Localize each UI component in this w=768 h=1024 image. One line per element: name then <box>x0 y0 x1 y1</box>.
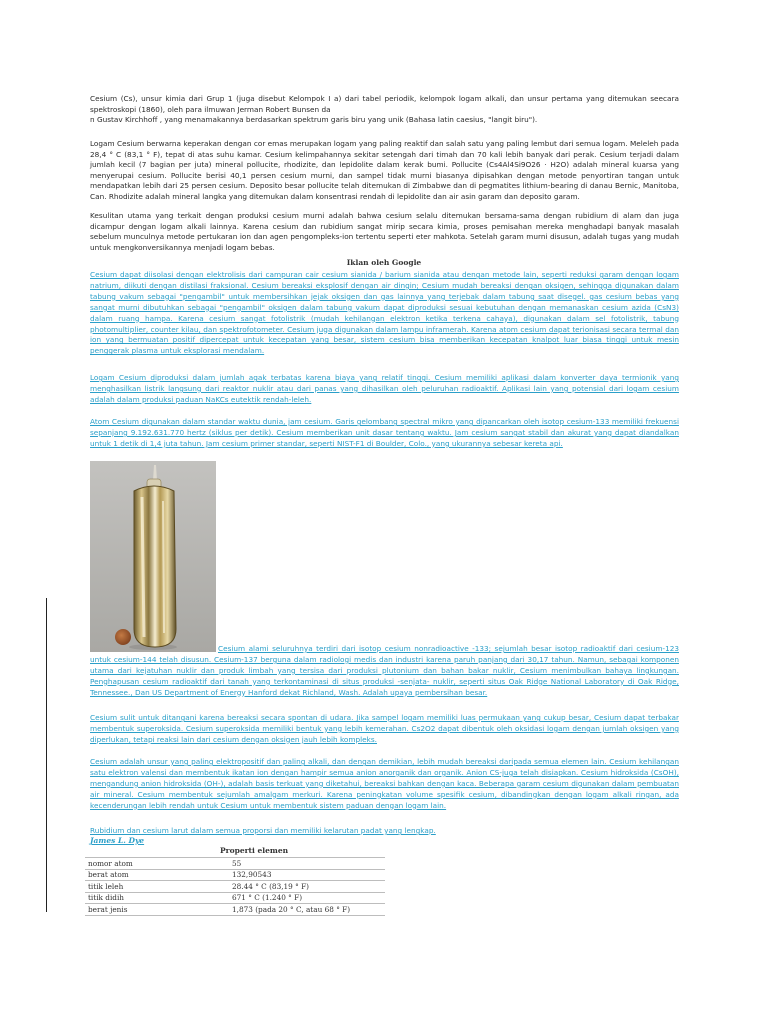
paragraph-production: Kesulitan utama yang terkait dengan produksi cesium murni adalah bahwa cesium selalu ditemukan bersama-sama dengan rubidium di alam dan juga dicampur dengan logam alkali lainnya. Karena cesium dan rubidium sangat mirip secara kimia, proses pemisahan mereka menghadapi banyak masalah sebelum munculnya metode pertukaran ion dan agen pengompleks-ion tertentu seperti eter mahkota. Setelah garam murni disusun, adalah tugas yang mudah untuk mengkonversikannya menjadi logam bebas. <box>90 211 679 252</box>
ad-heading: Iklan oleh Google <box>346 258 422 267</box>
property-label: titik didih <box>85 892 229 904</box>
table-row <box>85 869 385 881</box>
link-paragraph-electropositive[interactable]: Cesium adalah unsur yang paling elektropositif dan paling alkali, dan dengan demikian, lebih mudah bereaksi daripada semua elemen lain. Cesium kehilangan satu elektron valensi dan membentuk ikatan ion dengan hampir semua anion anorganik dan organik. Anion CS-juga telah disiapkan. Cesium hidroksida (CsOH), mengandung anion hidroksida (OH-), adalah basis terkuat yang diketahui, bereaksi bahkan dengan kaca. Beberapa garam cesium digunakan dalam pembuatan air mineral. Cesium membentuk sejumlah amalgam merkuri. Karena peningkatan volume spesifik cesium, dibandingkan dengan logam alkali ringan, ada kecenderungan lebih rendah untuk Cesium untuk membentuk sistem paduan dengan logam lain. <box>90 757 679 810</box>
link-paragraph-oxidation[interactable]: Cesium sulit untuk ditangani karena bereaksi secara spontan di udara. Jika sampel logam memiliki luas permukaan yang cukup besar, Cesium dapat terbakar membentuk superoksida. Cesium superoksida memiliki bentuk yang lebih kemerahan. Cs2O2 dapat dibentuk oleh oksidasi logam dengan jumlah oksigen yang diperlukan, tetapi reaksi lain dari cesium dengan oksigen jauh lebih kompleks. <box>90 713 679 744</box>
property-value: 55 <box>229 858 385 870</box>
table-row <box>85 892 385 904</box>
intro-paragraph <box>90 94 679 126</box>
property-value: 1,873 (pada 20 ° C, atau 68 ° F) <box>229 904 385 916</box>
cesium-ampoule-photo <box>90 461 216 652</box>
link-paragraph-atomic-clock[interactable]: Atom Cesium digunakan dalam standar waktu dunia, jam cesium. Garis gelombang spectral mikro yang dipancarkan oleh isotop cesium-133 memiliki frekuensi sepanjang 9.192.631.770 hertz (siklus per detik). Cesium memberikan unit dasar tentang waktu. Jam cesium sangat stabil dan akurat yang dapat diandalkan untuk 1 detik di 1,4 juta tahun. Jam cesium primer standar, seperti NIST-F1 di Boulder, Colo., yang ukurannya sebesar kereta api. <box>90 417 679 448</box>
intro-line-2: n Gustav Kirchhoff , yang menamakannya berdasarkan spektrum garis biru yang unik (Bahasa latin caesius, "langit biru"). <box>90 115 538 125</box>
property-label: nomor atom <box>85 858 229 870</box>
property-value: 132,90543 <box>229 869 385 881</box>
link-paragraph-rubidium[interactable]: Rubidium dan cesium larut dalam semua proporsi dan memiliki kelarutan padat yang lengkap. <box>90 826 436 835</box>
property-label: berat jenis <box>85 904 229 916</box>
properties-table <box>85 857 385 916</box>
left-margin-rule <box>46 598 47 912</box>
cesium-ampoule-image <box>90 461 216 652</box>
property-label: titik leleh <box>85 881 229 893</box>
link-paragraph-isolation[interactable]: Cesium dapat diisolasi dengan elektrolisis dari campuran cair cesium sianida / barium sianida atau dengan metode lain, seperti reduksi garam dengan logam natrium, diikuti dengan distilasi fraksional. Cesium bereaksi eksplosif dengan air dingin; Cesium mudah bereaksi dengan oksigen, sehingga digunakan dalam tabung vakum sebagai "pengambil" untuk membersihkan jejak oksigen dan gas lainnya yang terjebak dalam tabung saat disegel. gas cesium bebas yang sangat murni dibutuhkan sebagai "pengambil" oksigen dalam tabung vakum dapat diproduksi sesuai kebutuhan dengan memanaskan cesium azida (CsN3) dalam ruang hampa. Karena cesium sangat fotolistrik (mudah kehilangan elektron ketika terkena cahaya), digunakan dalam sel fotolistrik, tabung photomultiplier, counter kilau, dan spektrofotometer. Cesium juga digunakan dalam lampu inframerah. Karena atom cesium dapat terionisasi secara termal dan ion yang bermuatan positif dipercepat untuk kecepatan yang besar, sistem cesium bisa memberikan kecepatan knalpot luar biasa tinggi untuk mesin penggerak plasma untuk eksplorasi mendalam. <box>90 270 679 356</box>
table-row <box>85 858 385 870</box>
paragraph-properties: Logam Cesium berwarna keperakan dengan cor emas merupakan logam yang paling reaktif dan salah satu yang paling lembut dari semua logam. Meleleh pada 28,4 ° C (83,1 ° F), tepat di atas suhu kamar. Cesium kelimpahannya sekitar setengah dari timah dan 70 kali lebih banyak dari perak. Cesium terjadi dalam jumlah kecil (7 bagian per juta) mineral pollucite, rhodizite, dan lepidolite dalam kerak bumi. Pollucite (Cs4Al4Si9O26 · H2O) adalah mineral kuarsa yang menyerupai cesium. Pollucite berisi 40,1 persen cesium murni, dan sampel tidak murni biasanya dipisahkan dengan metode penyortiran tangan untuk mendapatkan lebih dari 25 persen cesium. Deposito besar pollucite telah ditemukan di Zimbabwe dan di pegmatites lithium-bearing di danau Bernic, Manitoba, Can. Rhodizite adalah mineral langka yang ditemukan dalam konsentrasi rendah di lepidolite dan air asin garam dan deposito garam. <box>90 139 679 201</box>
intro-line-1: Cesium (Cs), unsur kimia dari Grup 1 (juga disebut Kelompok I a) dari tabel periodik, kelompok logam alkali, dan unsur pertama yang ditemukan seecara spektroskopi (1860), oleh para ilmuwan Jerman Robert Bunsen da <box>90 94 679 114</box>
link-paragraph-isotopes[interactable]: Cesium alami seluruhnya terdiri dari isotop cesium nonradioactive -133; sejumlah besar isotop radioaktif dari cesium-123 untuk cesium-144 telah disusun. Cesium-137 berguna dalam radiologi medis dan industri karena paruh panjang dari 30,17 tahun. Namun, sebagai komponen utama dari kejatuhan nuklir dan produk limbah yang tersisa dari produksi plutonium dan bahan bakar nuklir, Cesium menimbulkan bahaya lingkungan. Penghapusan cesium radioaktif dari tanah yang terkontaminasi di situs produksi -senjata- nuklir, seperti situs Oak Ridge National Laboratory di Oak Ridge, Tennessee., Dan US Department of Energy Hanford dekat Richland, Wash. Adalah upaya pembersihan besar. <box>90 644 679 697</box>
author-link[interactable]: James L. Dye <box>90 836 145 845</box>
property-value: 671 ° C (1.240 ° F) <box>229 892 385 904</box>
table-row <box>85 904 385 916</box>
table-row <box>85 881 385 893</box>
link-paragraph-thermionic[interactable]: Logam Cesium diproduksi dalam jumlah agak terbatas karena biaya yang relatif tinggi. Cesium memiliki aplikasi dalam konverter daya termionik yang menghasilkan listrik langsung dari reaktor nuklir atau dari panas yang dihasilkan oleh peluruhan radioaktif. Aplikasi lain yang potensial dari logam cesium adalah dalam produksi paduan NaKCs eutektik rendah-leleh. <box>90 373 679 404</box>
property-value: 28.44 ° C (83,19 ° F) <box>229 881 385 893</box>
properties-table-caption: Properti elemen <box>220 846 289 855</box>
property-label: berat atom <box>85 869 229 881</box>
